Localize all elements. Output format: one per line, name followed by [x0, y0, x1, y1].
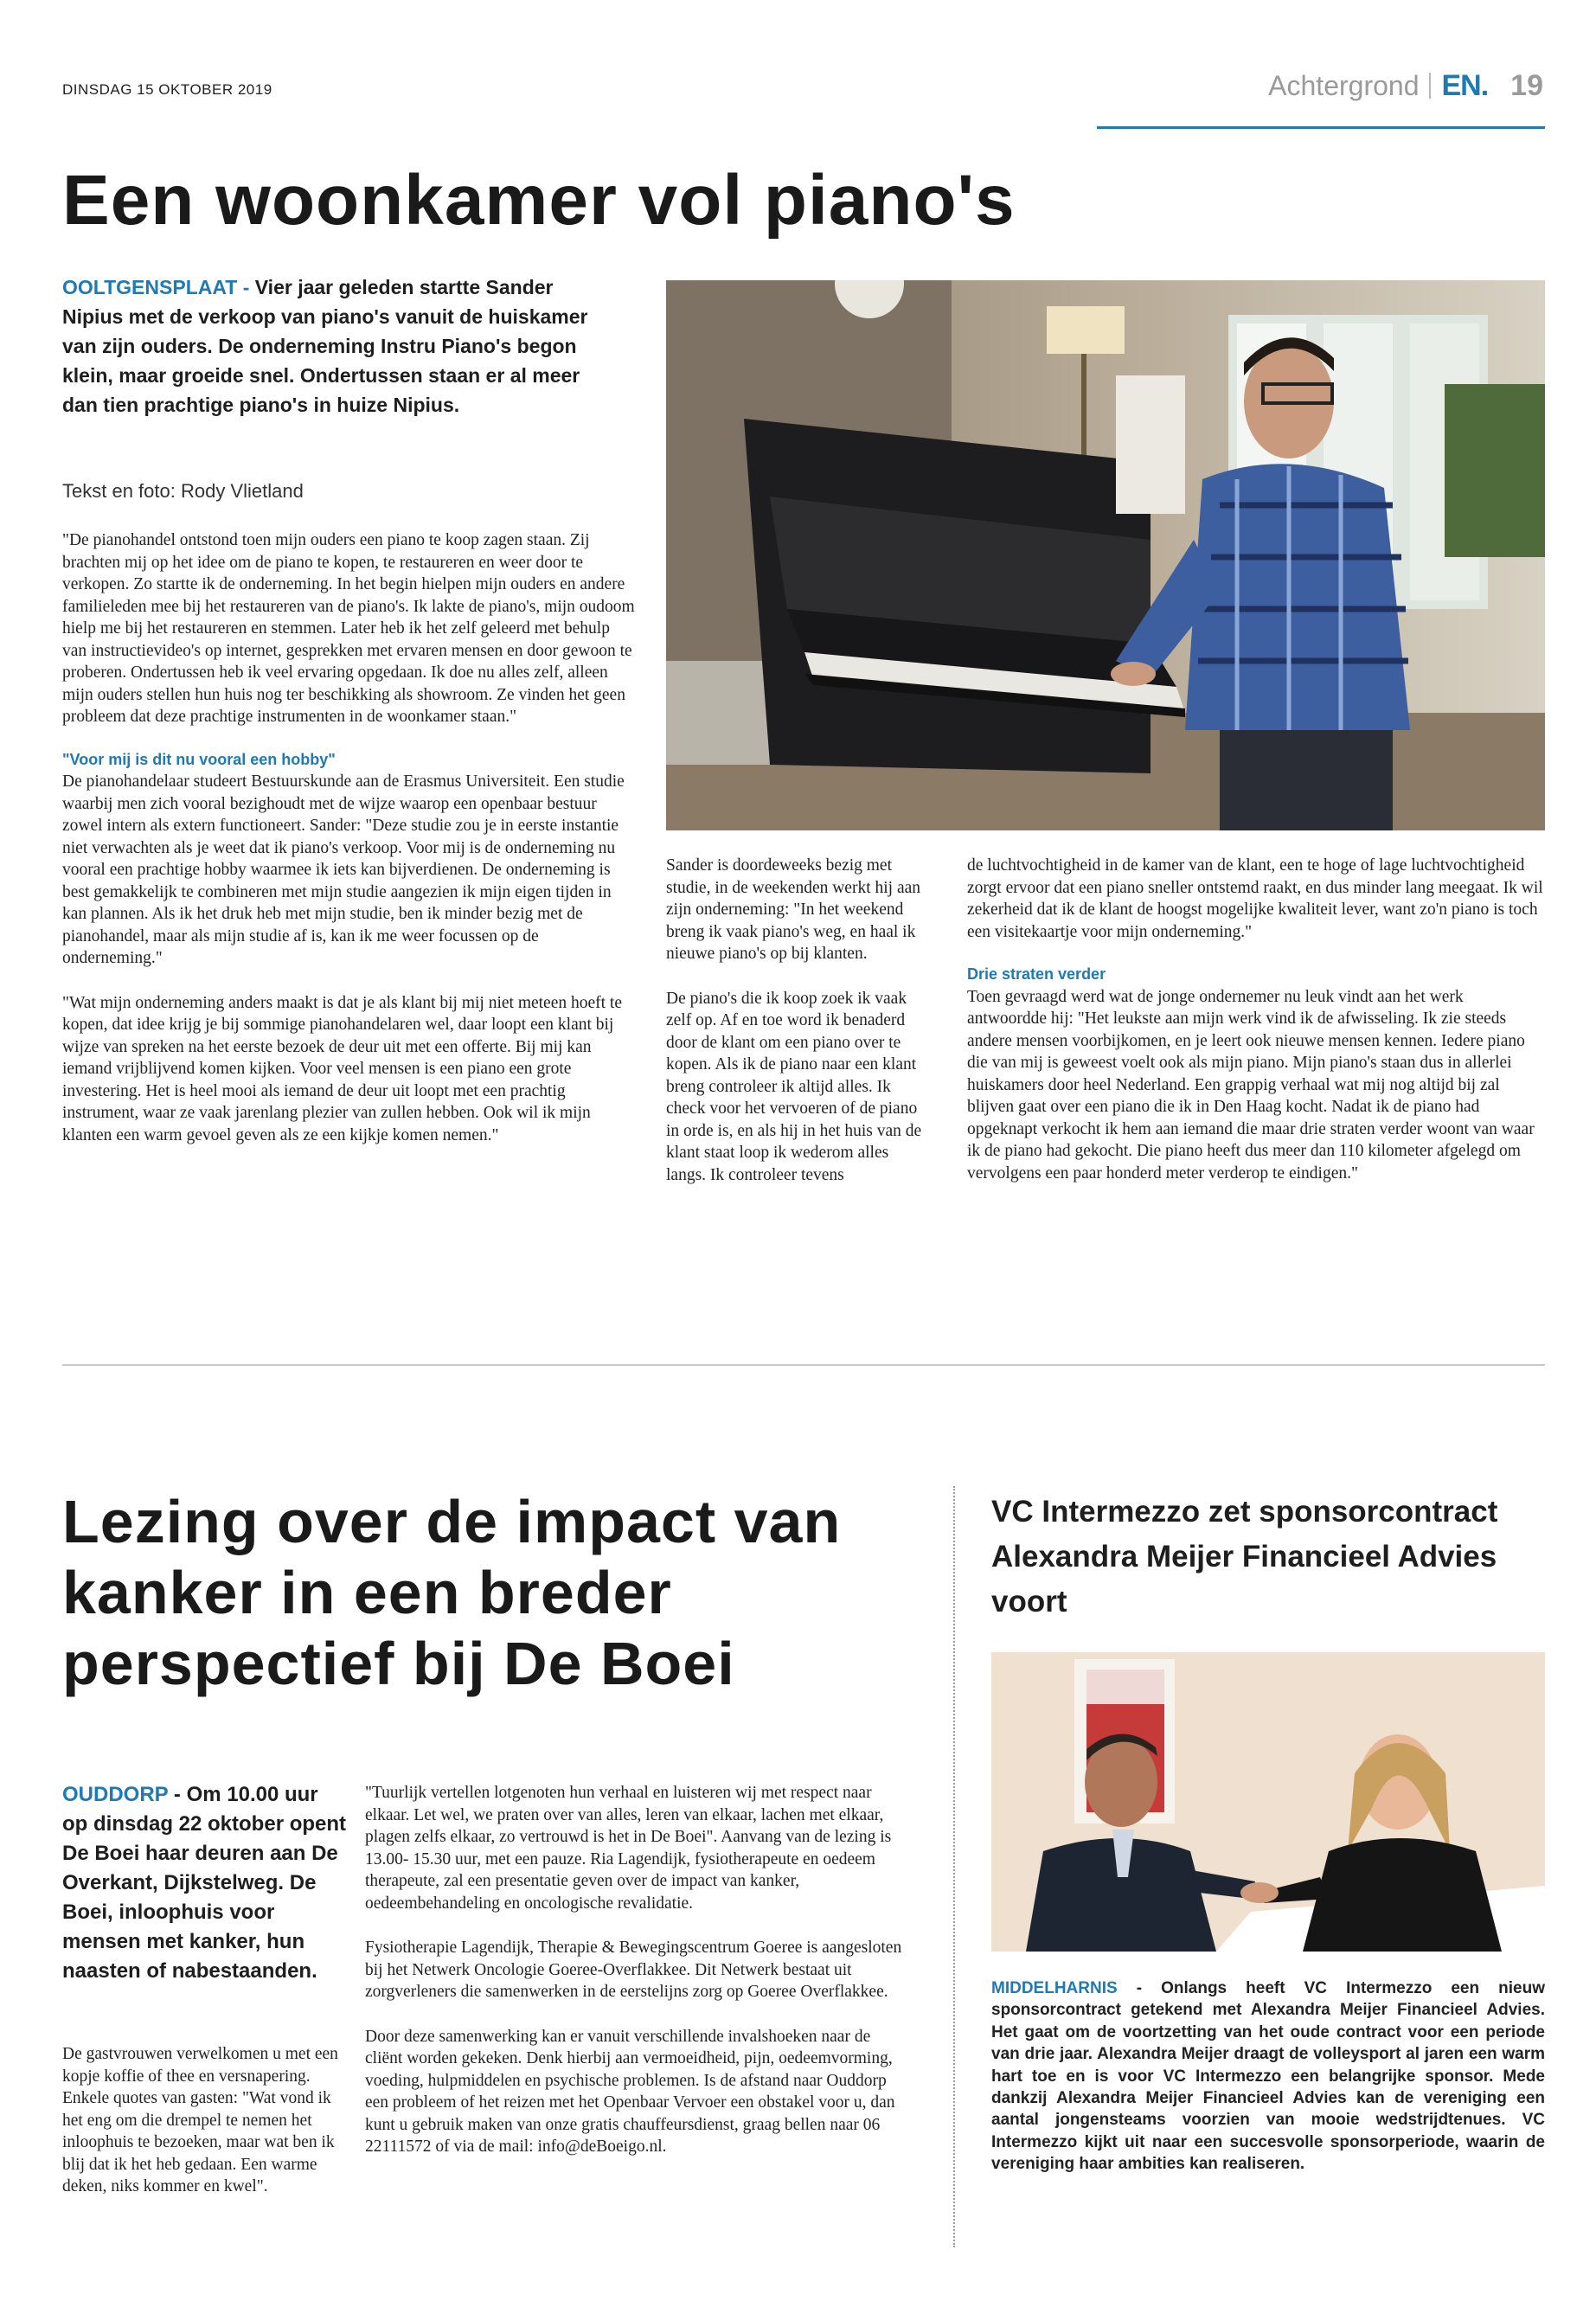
article2-column-2	[365, 1782, 912, 2181]
article1-subhead-1: "Voor mij is dit nu vooral een hobby"	[62, 750, 336, 768]
article1-para-1: "De pianohandel ontstond toen mijn ouders een piano te koop zagen staan. Zij brachten mij op het idee om de piano te kopen, te restaureren en weer door te verkopen. Zo startte ik de onderneming. In het begin hielpen mijn ouders en andere familieleden mee bij het restaureren van de piano's. Ik lakte de piano's, mijn oudoom hielp me bij het restaureren en stemmen. Later heb ik het zelf geleerd met behulp van instructievideo's op internet, gesprekken met ervaren mensen en door gewoon te proberen. Ondertussen heb ik veel ervaring opgedaan. Ik doe nu alles zelf, alleen mijn ouders stellen hun huis nog ter beschikking als showroom. Ze vinden het geen probleem dat deze prachtige instrumenten in de woonkamer staan."	[62, 531, 635, 726]
article2-lead-text: - Om 10.00 uur op dinsdag 22 oktober opent De Boei haar deuren aan De Overkant, Dijkstelweg. De Boei, inloophuis voor mensen met kanker, hun naasten of nabestaanden.	[62, 1783, 347, 1983]
article1-para-4: Sander is doordeweeks bezig met studie, in de weekenden werkt hij aan zijn onderneming: "In het weekend breng ik vaak piano's weg, en haal ik nieuwe piano's op bij klanten.	[666, 856, 921, 963]
article1-lead-text: Vier jaar geleden startte Sander Nipius met de verkoop van piano's vanuit de huiskamer van zijn ouders. De onderneming Instru Piano's begon klein, maar groeide snel. Ondertussen staan er al meer dan tien prachtige piano's in huize Nipius.	[62, 276, 588, 416]
article1-column-1	[62, 529, 637, 1169]
column-divider	[953, 1486, 955, 2247]
article1-column-3	[967, 855, 1545, 1207]
article1-para-3: "Wat mijn onderneming anders maakt is dat je als klant bij mij niet meteen hoeft te kopen, dat idee krijg je bij sommige pianohandelaren wel, daar loopt een klant bij wijze van spreken na het eerste bezoek de deur uit met een offerte. Bij mij kan iemand vrijblijvend komen kijken. Voor veel mensen is een piano een grote investering. Het is heel mooi als iemand de deur uit loopt met een prachtig instrument, waar ze vaak jarenlang plezier van zullen hebben. Ook wil ik mijn klanten een warm gevoel geven als ze een kijkje komen nemen."	[62, 993, 623, 1144]
newspaper-logo: EN.	[1441, 68, 1489, 102]
article1-para-2: De pianohandelaar studeert Bestuurskunde aan de Erasmus Universiteit. Een studie waarbij men zich vooral bezighoudt met de wijze waarop een openbaar bestuur zowel intern als extern functioneert. Sander: "Deze studie zou je in eerste instantie niet verwachten als je weet dat ik piano's verkoop. Voor mij is de onderneming nu vooral een prachtige hobby waarmee ik iets kan bijverdienen. De onderneming is best gemakkelijk te combineren met mijn studie aangezien ik mijn eigen tijden in kan plannen. Als ik het druk heb met mijn studie, ben ik minder bezig met de pianohandel, maar als mijn studie af is, kan ik me weer focussen op de onderneming."	[62, 772, 625, 967]
article1-photo-piano	[666, 280, 1545, 830]
article1-para-6: de luchtvochtigheid in de kamer van de klant, een te hoge of lage luchtvochtigheid zorgt ervoor dat een piano sneller ontstemd raakt, en dus minder lang meegaat. Ik wil zekerheid dat ik de klant de hoogst mogelijke kwaliteit lever, want zo'n piano is toch een visitekaartje voor mijn onderneming."	[967, 856, 1543, 941]
article2-para-3: Fysiotherapie Lagendijk, Therapie & Bewegingscentrum Goeree is aangesloten bij het Netwerk Oncologie Goeree-Overflakkee. Dit Netwerk bestaat uit zorgverleners die samenwerken in de eerstelijns zorg op Goeree Overflakkee.	[365, 1939, 902, 2001]
article1-title: Een woonkamer vol piano's	[62, 161, 1016, 240]
article2-title: Lezing over de impact van kanker in een breder perspectief bij De Boei	[62, 1488, 842, 1697]
article3-title: VC Intermezzo zet sponsorcontract Alexandra Meijer Financieel Advies voort	[991, 1495, 1498, 1618]
page-date: DINSDAG 15 OKTOBER 2019	[62, 81, 272, 98]
article2-para-1: De gastvrouwen verwelkomen u met een kopje koffie of thee en versnapering. Enkele quotes van gasten: "Wat vond ik het eng om die drempel te nemen het inloophuis te bezoeken, maar wat ben ik blij dat ik het heb gedaan. Een warme deken, niks kommer en kwel".	[62, 2045, 338, 2195]
section-divider	[62, 1364, 1545, 1366]
article2-location: OUDDORP	[62, 1783, 169, 1806]
article3-lead	[991, 1977, 1545, 2176]
article2-para-2: "Tuurlijk vertellen lotgenoten hun verhaal en luisteren wij met respect naar elkaar. Let wel, we praten over van alles, leren van elkaar, lachen met elkaar, plagen zelfs elkaar, zo vertrouwd is het in De Boei". Aanvang van de lezing is 13.00- 15.30 uur, met een pauze. Ria Lagendijk, fysiotherapeute en oedeem therapeute, zal een presentatie geven over de impact van kanker, oedeembehandeling en oncologische revalidatie.	[365, 1784, 892, 1913]
article1-location: OOLTGENSPLAAT -	[62, 276, 255, 298]
article3-photo-signing	[991, 1652, 1545, 1952]
signing-photo-illustration	[991, 1652, 1545, 1952]
page-number: 19	[1510, 68, 1543, 102]
article1-para-7: Toen gevraagd werd wat de jonge ondernemer nu leuk vindt aan het werk antwoordde hij: "Het leukste aan mijn werk vind ik de afwisseling. Ik zie steeds andere mensen voorbijkomen, en je leert ook nieuwe mensen kennen. Iedere piano die van mij is geweest voelt ook als mijn piano. Mijn piano's staan dus in allerlei huiskamers door heel Nederland. Een grappig verhaal wat mij nog altijd bij zal blijven gaat over een piano die ik in Den Haag kocht. Nadat ik de piano had opgeknapt verkocht ik hem aan iemand die maar drie straten verder woont van waar ik de piano had gekocht. Die piano heeft dus meer dan 110 kilometer afgelegd om vervolgens een paar honderd meter verderop te eindigen."	[967, 987, 1535, 1183]
article1-column-2	[666, 855, 930, 1208]
article2-lead	[62, 1780, 348, 1986]
section-label: Achtergrond	[1268, 69, 1420, 101]
article2-para-4: Door deze samenwerking kan er vanuit verschillende invalshoeken naar de cliënt worden gekeken. Denk hierbij aan vermoeidheid, pijn, oedeemvorming, voeding, hulpmiddelen en psychische problemen. Is de afstand naar Ouddorp een probleem of het reizen met het Openbaar Vervoer een obstakel voor u, dan kunt u gebruik maken van onze gratis chauffeursdienst, graag bellen naar 06 22111572 of via de mail: info@deBoeigo.nl.	[365, 2027, 895, 2156]
header-divider	[1429, 73, 1431, 99]
page-header-right	[1090, 64, 1543, 107]
piano-photo-illustration	[666, 280, 1545, 830]
article3-lead-text: - Onlangs heeft VC Intermezzo een nieuw sponsorcontract getekend met Alexandra Meijer Financieel Advies. Het gaat om de voortzetting van het oude contract voor een periode van drie jaar. Alexandra Meijer draagt de volleysport al jaren een warm hart toe en is voor VC Intermezzo een belangrijke sponsor. Mede dankzij Alexandra Meijer Financieel Advies kan de vereniging een aantal jongensteams voorzien van mooie wedstrijdtenues. VC Intermezzo kijkt uit naar een succesvolle sponsorperiode, waarin de vereniging haar ambities kan realiseren.	[991, 1979, 1545, 2174]
article1-lead	[62, 272, 616, 420]
header-rule	[1097, 126, 1545, 129]
article3-location: MIDDELHARNIS	[991, 1979, 1118, 1997]
article1-byline: Tekst en foto: Rody Vlietland	[62, 480, 304, 502]
article1-para-5: De piano's die ik koop zoek ik vaak zelf op. Af en toe word ik benaderd door de klant om een piano over te kopen. Als ik de piano naar een klant breng controleer ik altijd alles. Ik check voor het vervoeren of de piano in orde is, en als hij in het huis van de klant staat loop ik wederom alles langs. Ik controleer tevens	[666, 989, 922, 1184]
article1-subhead-2: Drie straten verder	[967, 965, 1106, 983]
